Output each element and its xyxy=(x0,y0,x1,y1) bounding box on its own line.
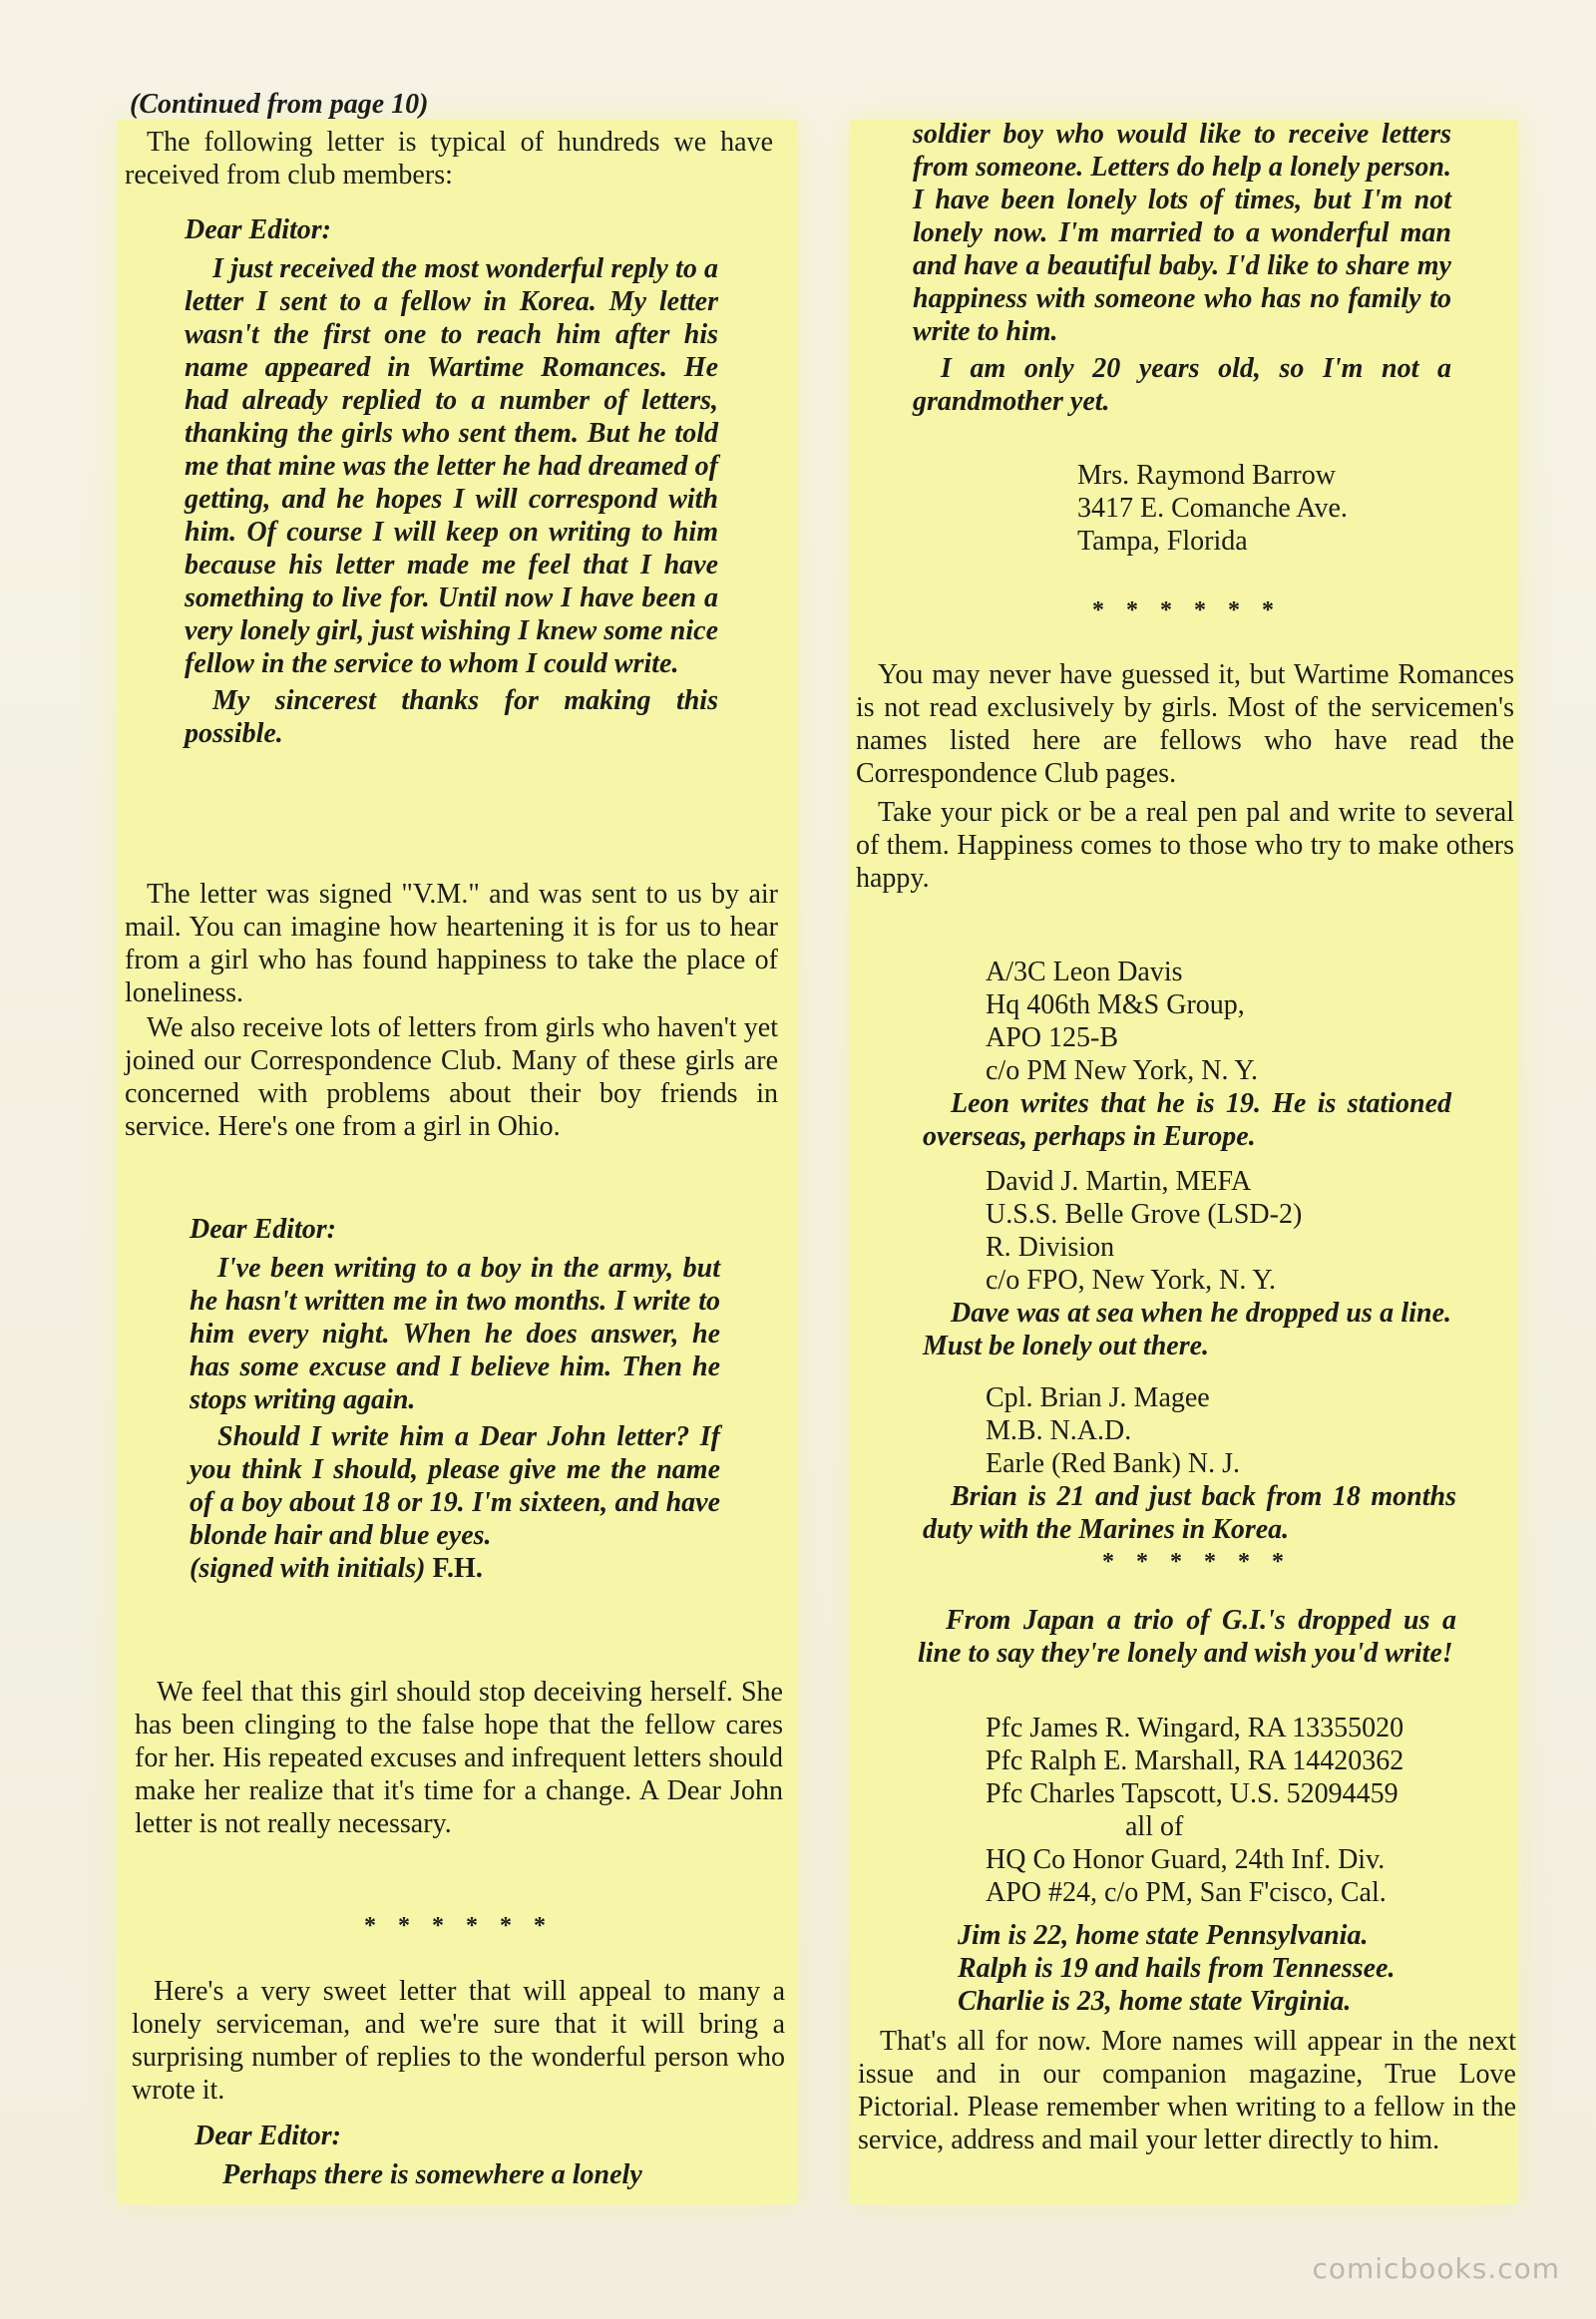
vm-paragraph: The letter was signed "V.M." and was sent to us by air mail. You can imagine how heartening it is for us to hear from a girl who has found happiness to take the place of loneliness. xyxy=(125,879,778,1008)
right-paragraphs-top xyxy=(856,658,1514,895)
final-block xyxy=(858,2025,1516,2156)
letter-three-age: I am only 20 years old, so I'm not a grandmother yet. xyxy=(913,353,1451,417)
trio-entry: Pfc James R. Wingard, RA 13355020 xyxy=(986,1713,1404,1743)
feel-block xyxy=(135,1676,783,1840)
entry-three-line: Cpl. Brian J. Magee xyxy=(986,1382,1210,1413)
japan-intro-block xyxy=(918,1604,1456,1670)
letter-one-closing: My sincerest thanks for making this possible. xyxy=(185,685,718,749)
letter-three-salutation: Dear Editor: xyxy=(195,2121,341,2151)
intro-paragraph: The following letter is typical of hundreds we have received from club members: xyxy=(125,127,773,191)
entry-one-note-block xyxy=(923,1087,1451,1153)
entry-one-note: Leon writes that he is 19. He is stationed overseas, perhaps in Europe. xyxy=(923,1088,1451,1152)
trio-note: Jim is 22, home state Pennsylvania. xyxy=(958,1920,1369,1951)
trio-address-line: APO #24, c/o PM, San F'cisco, Cal. xyxy=(986,1877,1387,1908)
letter-three-first-line: Perhaps there is somewhere a lonely xyxy=(222,2159,642,2190)
never-guessed-paragraph: You may never have guessed it, but Wartime Romances is not read exclusively by girls. Most of the servicemen's names listed here are fellows who have read the Correspondence Club pages. xyxy=(856,659,1514,789)
letter-three-start xyxy=(195,2120,733,2191)
also-paragraph: We also receive lots of letters from girls who haven't yet joined our Correspondence Club. Many of these girls are concerned with problems about their boy friends in service. Here's one from a girl in Ohio. xyxy=(125,1012,778,1142)
letter-two-body-1: I've been writing to a boy in the army, but he hasn't written me in two months. I write to him every night. When he does answer, he has some excuse and I believe him. Then he stops writing again. xyxy=(190,1253,720,1415)
entry-two-line: R. Division xyxy=(986,1232,1115,1263)
trio-entry: Pfc Charles Tapscott, U.S. 52094459 xyxy=(986,1778,1398,1809)
japan-intro: From Japan a trio of G.I.'s dropped us a line to say they're lonely and wish you'd write! xyxy=(918,1605,1456,1669)
entry-two-line: U.S.S. Belle Grove (LSD-2) xyxy=(986,1199,1303,1230)
entry-one xyxy=(986,956,1504,1087)
signer-address xyxy=(1077,459,1496,558)
trio-note: Charlie is 23, home state Virginia. xyxy=(958,1986,1352,2017)
entry-one-line: A/3C Leon Davis xyxy=(986,957,1183,987)
left-intro xyxy=(125,126,773,192)
feel-paragraph: We feel that this girl should stop deceiving herself. She has been clinging to the false hope that the fellow cares for her. His repeated excuses and infrequent letters should make her realize that it's time for a change. A Dear John letter is not really necessary. xyxy=(135,1677,783,1839)
entry-two-line: David J. Martin, MEFA xyxy=(986,1166,1252,1197)
entry-one-line: APO 125-B xyxy=(986,1022,1119,1053)
signature-initials: F.H. xyxy=(432,1553,483,1584)
sweet-paragraph: Here's a very sweet letter that will appeal to many a lonely serviceman, and we're sure that it will bring a surprising number of replies to the wonderful person who wrote it. xyxy=(132,1976,785,2106)
letter-three-body: soldier boy who would like to receive letters from someone. Letters do help a lonely person. I have been lonely lots of times, but I'm not lonely now. I'm married to a wonderful man and have a beautiful baby. I'd like to share my happiness with someone who has no family to write to him. xyxy=(913,119,1451,347)
section-divider-stars: * * * * * * xyxy=(364,1913,554,1939)
take-pick-paragraph: Take your pick or be a real pen pal and write to several of them. Happiness comes to those who try to make others happy. xyxy=(856,797,1514,894)
letter-three-continued xyxy=(913,118,1451,418)
trio-entries xyxy=(986,1712,1524,1909)
entry-one-line: c/o PM New York, N. Y. xyxy=(986,1055,1259,1086)
section-divider-stars: * * * * * * xyxy=(1102,1549,1292,1575)
signer-name: Mrs. Raymond Barrow xyxy=(1077,460,1336,491)
signer-street: 3417 E. Comanche Ave. xyxy=(1077,493,1348,524)
entry-three xyxy=(986,1381,1504,1480)
trio-entry: Pfc Ralph E. Marshall, RA 14420362 xyxy=(986,1745,1404,1776)
entry-three-note-block xyxy=(923,1480,1456,1546)
letter-one-salutation: Dear Editor: xyxy=(185,214,331,245)
trio-all-of: all of xyxy=(1125,1811,1184,1842)
signer-city: Tampa, Florida xyxy=(1077,526,1248,557)
final-paragraph: That's all for now. More names will appear in the next issue and in our companion magazine, True Love Pictorial. Please remember when writing to a fellow in the service, address and mail your letter directly to him. xyxy=(858,2026,1516,2155)
left-stars-block xyxy=(135,1910,783,1943)
letter-one xyxy=(185,213,718,750)
trio-note: Ralph is 19 and hails from Tennessee. xyxy=(958,1953,1396,1984)
entry-two-note-block xyxy=(923,1297,1451,1362)
entry-one-line: Hq 406th M&S Group, xyxy=(986,989,1245,1020)
sweet-block xyxy=(132,1975,785,2107)
signed-with-initials: (signed with initials) xyxy=(190,1553,426,1584)
letter-two-signature xyxy=(190,1552,720,1585)
right-stars-block-1 xyxy=(858,594,1516,627)
left-paragraphs-mid xyxy=(125,878,778,1143)
continued-label: (Continued from page 10) xyxy=(130,89,429,120)
entry-three-line: Earle (Red Bank) N. J. xyxy=(986,1448,1241,1479)
letter-two xyxy=(190,1213,720,1585)
trio-notes xyxy=(958,1919,1496,2018)
entry-two-note: Dave was at sea when he dropped us a line. Must be lonely out there. xyxy=(923,1298,1451,1361)
entry-two xyxy=(986,1165,1504,1297)
right-stars-block-2 xyxy=(1092,1546,1302,1579)
letter-two-body-2: Should I write him a Dear John letter? If you think I should, please give me the name of a boy about 18 or 19. I'm sixteen, and have blonde hair and blue eyes. xyxy=(190,1421,720,1551)
entry-two-line: c/o FPO, New York, N. Y. xyxy=(986,1265,1276,1296)
trio-address-line: HQ Co Honor Guard, 24th Inf. Div. xyxy=(986,1844,1386,1875)
site-watermark: comicbooks.com xyxy=(1312,2252,1560,2285)
continued-note xyxy=(130,88,788,121)
entry-three-line: M.B. N.A.D. xyxy=(986,1415,1132,1446)
letter-two-salutation: Dear Editor: xyxy=(190,1214,336,1245)
section-divider-stars: * * * * * * xyxy=(1092,597,1282,623)
entry-three-note: Brian is 21 and just back from 18 months duty with the Marines in Korea. xyxy=(923,1481,1456,1545)
letter-one-body: I just received the most wonderful reply to a letter I sent to a fellow in Korea. My letter wasn't the first one to reach him after his name appeared in Wartime Romances. He had already replied to a number of letters, thanking the girls who sent them. But he told me that mine was the letter he had dreamed of getting, and he hopes I will correspond with him. Of course I will keep on writing to him because his letter made me feel that I have something to live for. Until now I have been a very lonely girl, just wishing I knew some nice fellow in the service to whom I could write. xyxy=(185,253,718,679)
